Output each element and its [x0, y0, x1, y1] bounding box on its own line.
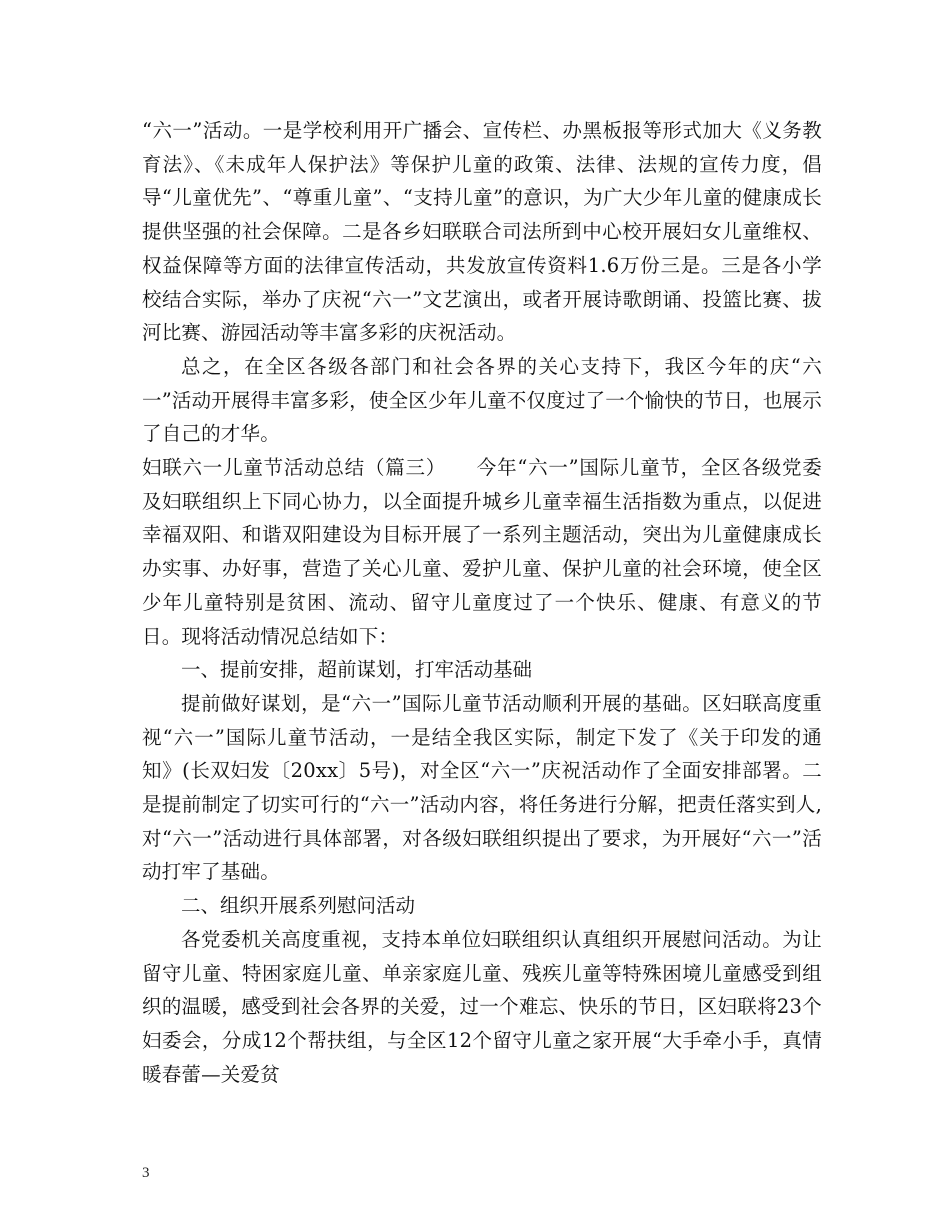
page-number: 3: [142, 1165, 150, 1181]
paragraph-part-three-intro: 妇联六一儿童节活动总结（篇三） 今年“六一”国际儿童节，全区各级党委及妇联组织上下同心协力，以全面提升城乡儿童幸福生活指数为重点，以促进幸福双阳、和谐双阳建设为目标开展了一系列主题活动，突出为儿童健康成长办实事、办好事，营造了关心儿童、爱护儿童、保护儿童的社会环境，使全区少年儿童特别是贫困、流动、留守儿童度过了一个快乐、健康、有意义的节日。现将活动情况总结如下：: [142, 456, 822, 648]
section-heading-1: 一、提前安排，超前谋划，打牢活动基础: [181, 658, 533, 682]
document-body: [142, 114, 822, 1091]
paragraph-summary: 总之，在全区各级各部门和社会各界的关心支持下，我区今年的庆“六一”活动开展得丰富多彩，使全区少年儿童不仅度过了一个愉快的节日，也展示了自己的才华。: [142, 354, 822, 446]
paragraph-visits: 各党委机关高度重视，支持本单位妇联组织认真组织开展慰问活动。为让留守儿童、特困家庭儿童、单亲家庭儿童、残疾儿童等特殊困境儿童感受到组织的温暖，感受到社会各界的关爱，过一个难忘、快乐的节日，区妇联将23个妇委会，分成12个帮扶组，与全区12个留守儿童之家开展“大手牵小手，真情暖春蕾—关爱贫: [142, 927, 822, 1086]
paragraph-liuyi-activities: “六一”活动。一是学校利用开广播会、宣传栏、办黑板报等形式加大《义务教育法》、《未成年人保护法》等保护儿童的政策、法律、法规的宣传力度，倡导“儿童优先”、“尊重儿童”、“支持儿童”的意识，为广大少年儿童的健康成长提供坚强的社会保障。二是各乡妇联联合司法所到中心校开展妇女儿童维权、权益保障等方面的法律宣传活动，共发放宣传资料1.6万份三是。三是各小学校结合实际，举办了庆祝“六一”文艺演出，或者开展诗歌朗诵、投篮比赛、拔河比赛、游园活动等丰富多彩的庆祝活动。: [142, 119, 822, 345]
section-heading-2: 二、组织开展系列慰问活动: [181, 894, 416, 918]
paragraph-planning: 提前做好谋划，是“六一”国际儿童节活动顺利开展的基础。区妇联高度重视“六一”国际儿童节活动，一是结全我区实际，制定下发了《关于印发的通知》(长双妇发〔20xx〕5号)，对全区“六一”庆祝活动作了全面安排部署。二是提前制定了切实可行的“六一”活动内容，将任务进行分解，把责任落实到人,对“六一”活动进行具体部署，对各级妇联组织提出了要求，为开展好“六一”活动打牢了基础。: [142, 691, 822, 884]
